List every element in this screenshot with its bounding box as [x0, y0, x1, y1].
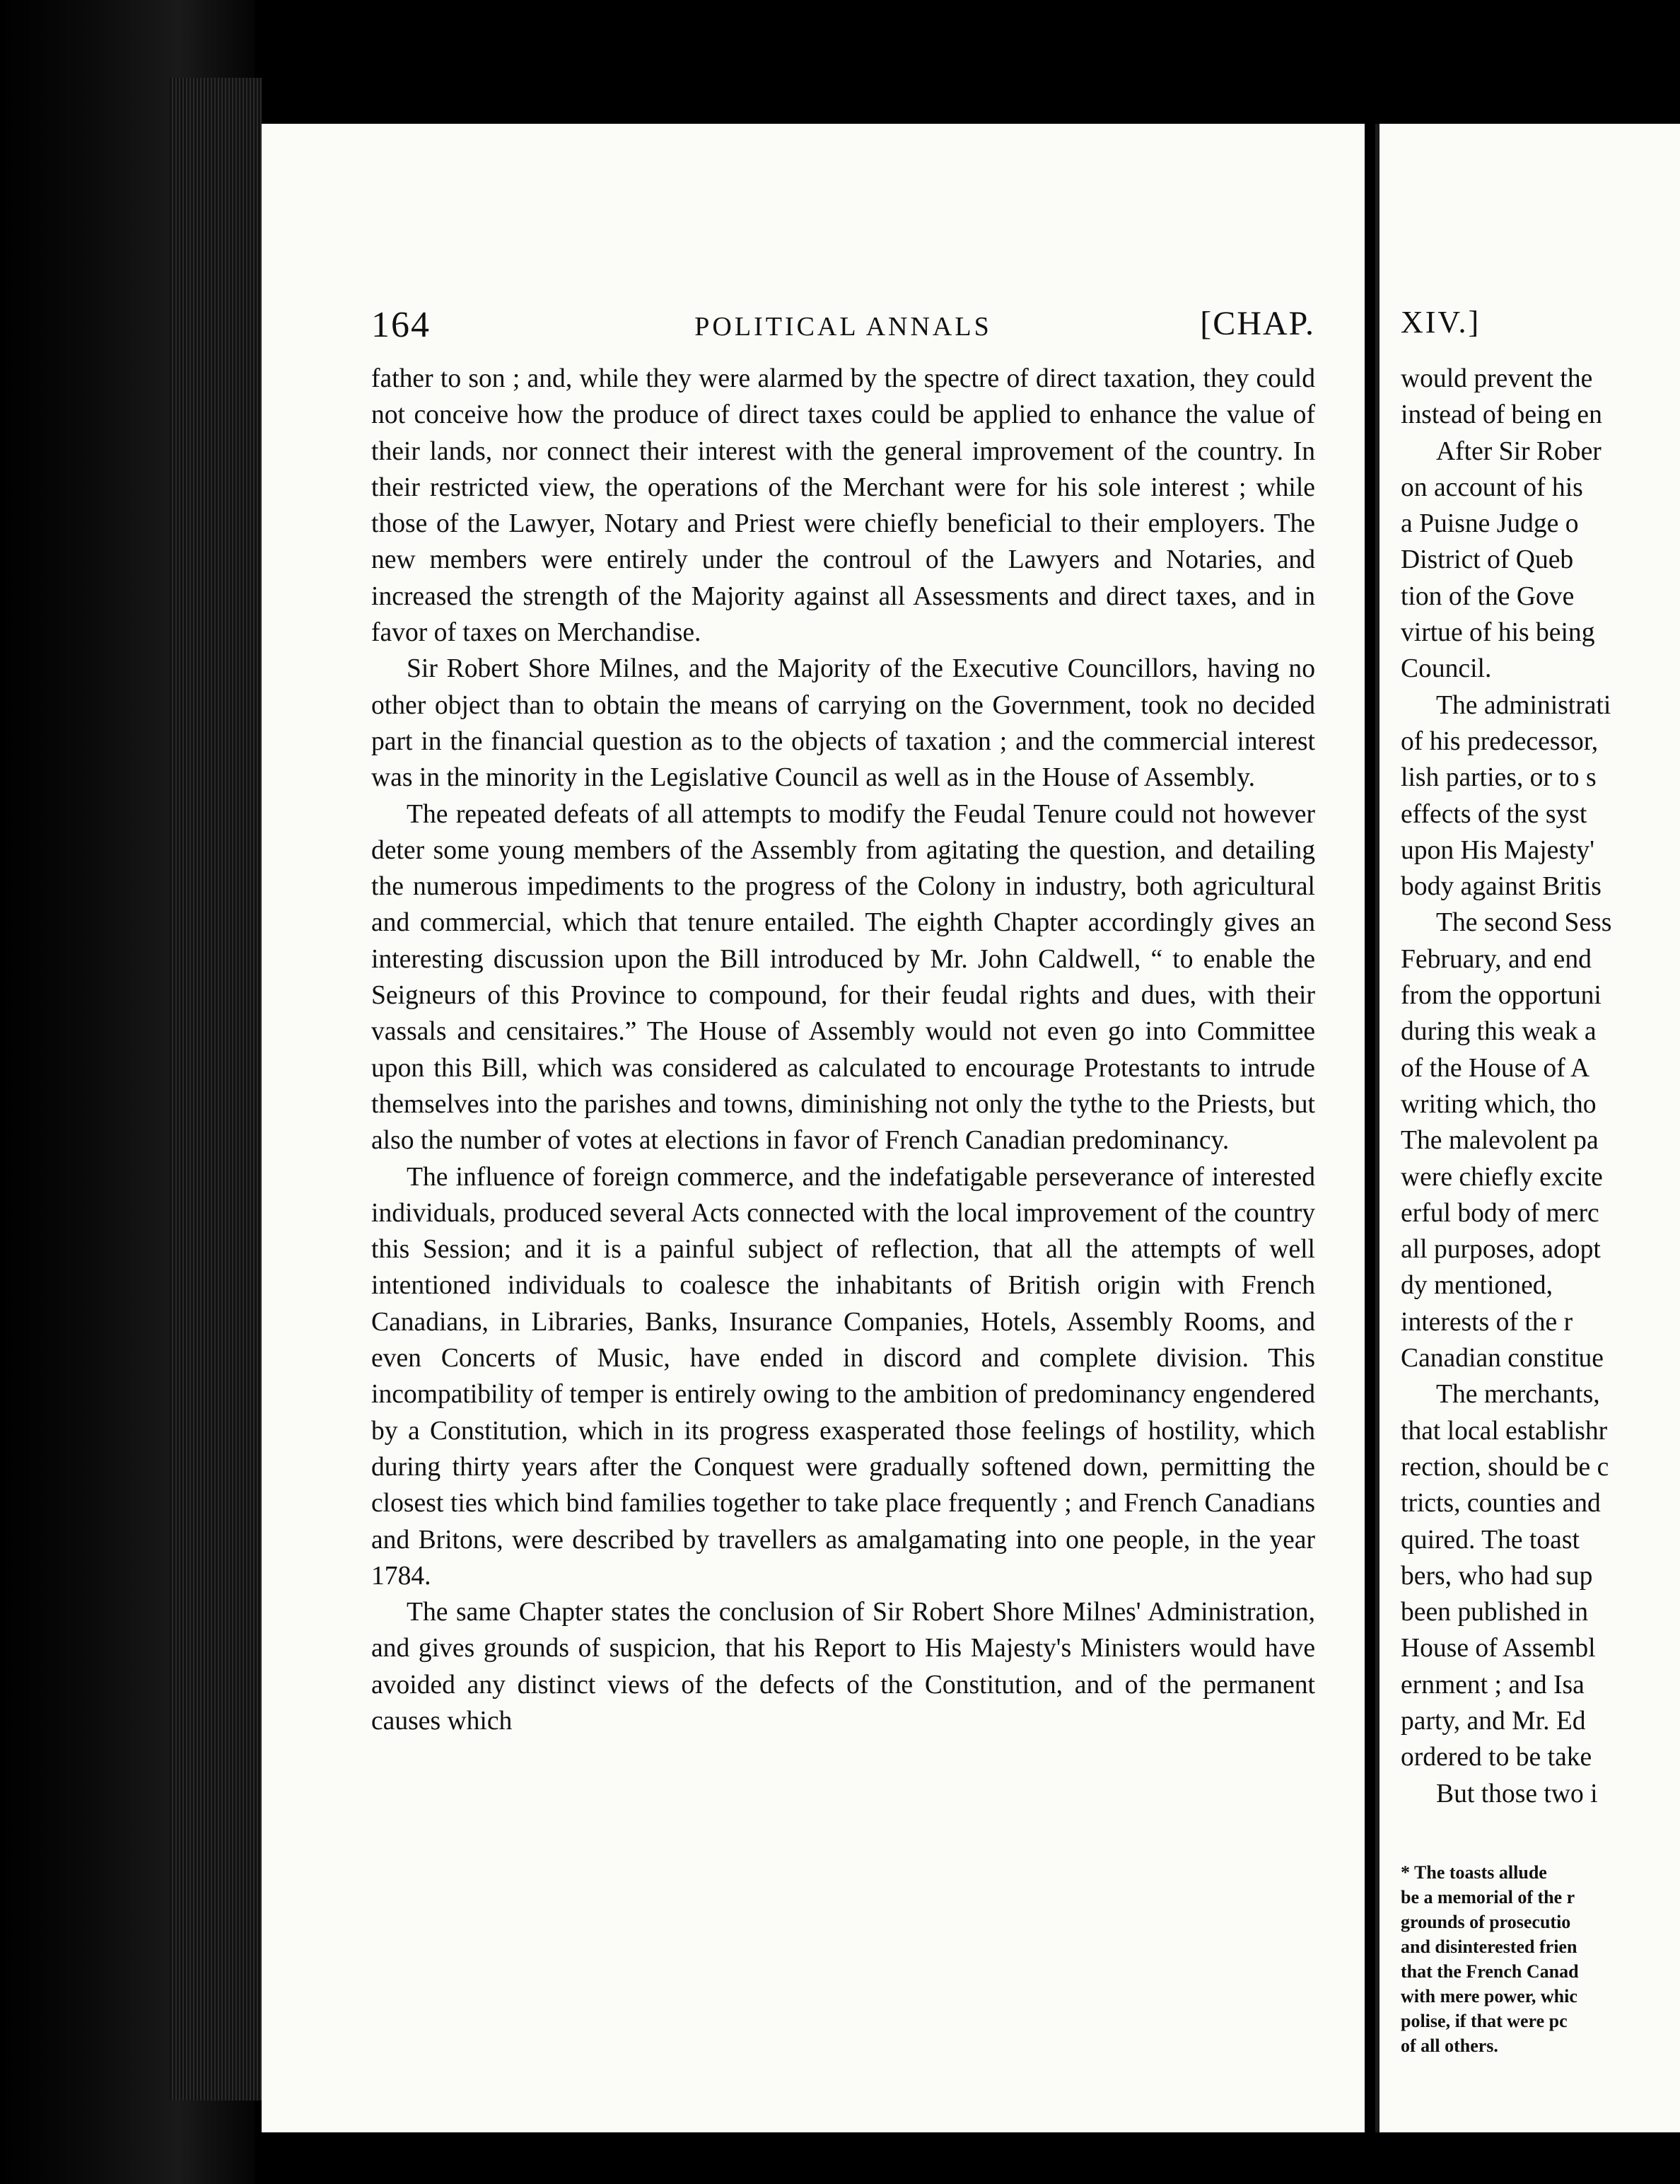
text-line: Canadian constitue — [1401, 1344, 1604, 1373]
text-line: District of Queb — [1401, 545, 1574, 575]
text-line: upon His Majesty' — [1401, 835, 1594, 865]
page-edges — [170, 78, 262, 2101]
right-chapter-mark: XIV.] — [1401, 305, 1481, 339]
paragraph: The influence of foreign commerce, and the indefatigable perseverance of interested individuals, produced several Acts connected with the local improvement of the country this Session; and it is a painful subject of reflection, that all the attempts of well intentioned individuals to coalesce the inhabitants of British origin with French Canadians, in Libraries, Banks, Insurance Companies, Hotels, Assembly Rooms, and even Concerts of Music, have ended in discord and complete division. This incompatibility of temper is entirely owing to the ambition of predominancy engendered by a Constitution, which in its progress exasperated those feelings of hostility, which during thirty years after the Conquest were gradually softened down, permitting the closest ties which bind families together to take place frequently ; and French Canadians and Britons, were described by travellers as amalgamating into one people, in the year 1784. — [371, 1162, 1315, 1591]
footnote-line: with mere power, whic — [1401, 1986, 1577, 2006]
text-line: were chiefly excite — [1401, 1162, 1603, 1192]
text-line: interests of the r — [1401, 1307, 1573, 1337]
page-number: 164 — [371, 305, 431, 345]
text-line: ordered to be take — [1401, 1743, 1592, 1772]
page-header — [371, 304, 1315, 368]
footnote-line: grounds of prosecutio — [1401, 1912, 1571, 1932]
footnote-line: of all others. — [1401, 2035, 1498, 2056]
body-text — [371, 361, 1315, 1739]
text-line: from the opportuni — [1401, 981, 1602, 1011]
right-page — [1375, 124, 1680, 2132]
left-page — [262, 124, 1365, 2132]
text-line: a Puisne Judge o — [1401, 509, 1579, 539]
text-line: all purposes, adopt — [1401, 1235, 1601, 1265]
chapter-mark: [CHAP. — [1200, 305, 1315, 342]
paragraph: father to son ; and, while they were alarmed by the spectre of direct taxation, they could not conceive how the produce of direct taxes could be applied to enhance the value of their lands, nor connect their interest with the general improvement of the country. In their restricted view, the operations of the Merchant were for his sole interest ; while those of the Lawyer, Notary and Priest were chiefly beneficial to their employers. The new members were entirely under the controul of the Lawyers and Notaries, and increased the strength of the Majority against all Assessments and direct taxes, and in favor of taxes on Merchandise. — [371, 364, 1315, 648]
text-line: on account of his — [1401, 472, 1583, 502]
text-line: erful body of merc — [1401, 1198, 1599, 1228]
text-line: been published in — [1401, 1598, 1589, 1627]
footnote-line: be a memorial of the r — [1401, 1887, 1575, 1907]
text-line: House of Assembl — [1401, 1634, 1596, 1663]
text-line: bers, who had sup — [1401, 1561, 1593, 1591]
text-line: rection, should be c — [1401, 1452, 1609, 1482]
text-line: tion of the Gove — [1401, 581, 1575, 611]
text-line: party, and Mr. Ed — [1401, 1706, 1586, 1736]
text-line: quired. The toast — [1401, 1525, 1580, 1555]
right-body-text — [1401, 361, 1680, 1812]
paragraph: The same Chapter states the conclusion of Sir Robert Shore Milnes' Administration, and gives grounds of suspicion, that his Report to His Majesty's Ministers would have avoided any distinct views of the defects of the Constitution, and of the permanent causes which — [371, 1598, 1315, 1736]
text-line: instead of being en — [1401, 400, 1602, 430]
text-line: body against Britis — [1401, 872, 1602, 902]
text-line: lish parties, or to s — [1401, 763, 1597, 793]
text-line: The administrati — [1436, 690, 1611, 720]
text-line: of his predecessor, — [1401, 726, 1599, 756]
text-line: of the House of A — [1401, 1053, 1590, 1083]
text-line: writing which, tho — [1401, 1089, 1597, 1119]
text-line: during this weak a — [1401, 1017, 1597, 1047]
text-line: would prevent the — [1401, 364, 1593, 393]
text-line: dy mentioned, — [1401, 1271, 1553, 1301]
paragraph: The repeated defeats of all attempts to modify the Feudal Tenure could not however deter some young members of the Assembly from agitating the question, and detailing the numerous impediments to the progress of the Colony in industry, both agricultural and commercial, which that tenure entailed. The eighth Chapter accordingly gives an interesting discussion upon the Bill introduced by Mr. John Caldwell, “ to enable the Seigneurs of this Province to compound, for their feudal rights and dues, with their vassals and censitaires.” The House of Assembly would not even go into Committee upon this Bill, which was considered as calculated to encourage Protestants to intrude themselves into the parishes and towns, diminishing not only the tythe to the Priests, but also the number of votes at elections in favor of French Canadian predominancy. — [371, 799, 1315, 1156]
text-line: But those two i — [1436, 1779, 1598, 1808]
text-line: that local establishr — [1401, 1416, 1608, 1446]
text-line: Council. — [1401, 654, 1492, 684]
text-line: February, and end — [1401, 944, 1592, 974]
footnote-line: that the French Canad — [1401, 1961, 1579, 1982]
text-line: The second Sess — [1436, 908, 1612, 938]
text-line: virtue of his being — [1401, 618, 1595, 648]
text-line: tricts, counties and — [1401, 1489, 1601, 1518]
text-line: effects of the syst — [1401, 799, 1587, 829]
footnote-line: polise, if that were pc — [1401, 2011, 1568, 2031]
text-line: ernment ; and Isa — [1401, 1670, 1585, 1700]
text-line: After Sir Rober — [1436, 436, 1602, 466]
footnote-line: and disinterested frien — [1401, 1936, 1577, 1957]
paragraph: Sir Robert Shore Milnes, and the Majority of the Executive Councillors, having no other object than to obtain the means of carrying on the Government, took no decided part in the financial question as to the objects of taxation ; and the commercial interest was in the minority in the Legislative Council as well as in the House of Assembly. — [371, 654, 1315, 793]
footnote-line: * The toasts allude — [1401, 1862, 1547, 1883]
text-line: The malevolent pa — [1401, 1126, 1599, 1156]
footnote — [1401, 1860, 1680, 2058]
text-line: The merchants, — [1436, 1380, 1600, 1410]
running-title: POLITICAL ANNALS — [694, 312, 992, 342]
